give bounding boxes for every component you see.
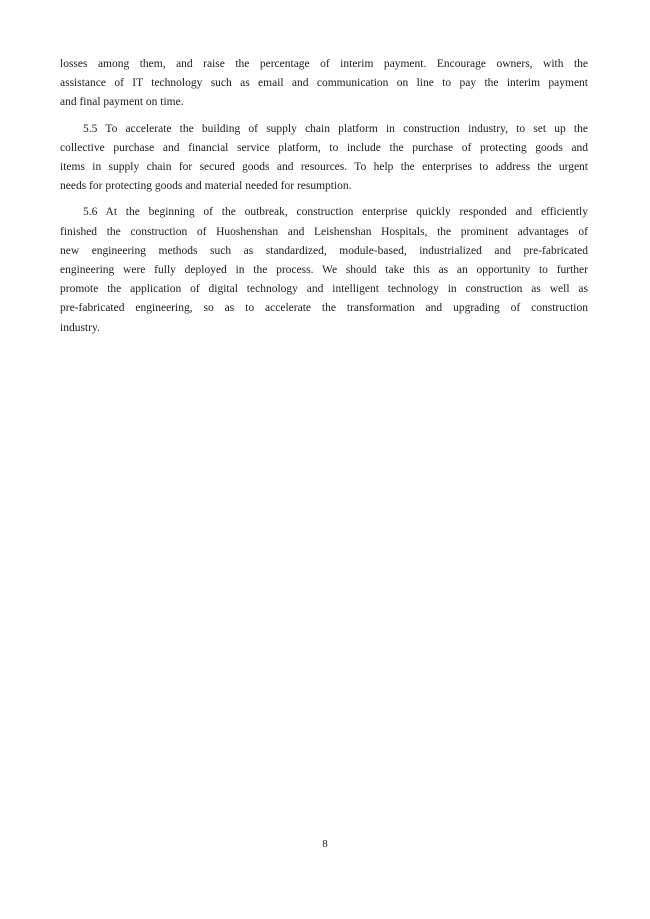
text-line: engineering were fully deployed in the process. We should take this as an opportunity to further [60,264,588,277]
text-line: pre-fabricated engineering, so as to accelerate the transformation and upgrading of construction [60,302,588,315]
text-line: 5.5 To accelerate the building of supply chain platform in construction industry, to set up the [83,122,588,135]
text-line: new engineering methods such as standardized, module-based, industrialized and pre-fabricated [60,244,588,257]
text-line: and final payment on time. [60,96,184,109]
paragraph-5-6 [60,203,588,337]
paragraph-5-5 [60,120,588,197]
text-line: collective purchase and financial service platform, to include the purchase of protecting goods and [60,141,588,154]
text-line: promote the application of digital technology and intelligent technology in construction as well as [60,283,588,296]
text-line: finished the construction of Huoshenshan and Leishenshan Hospitals, the prominent advantages of [60,225,588,238]
text-line: losses among them, and raise the percentage of interim payment. Encourage owners, with the [60,58,588,70]
text-line: items in supply chain for secured goods and resources. To help the enterprises to address the urgent [60,161,588,174]
text-line: 5.6 At the beginning of the outbreak, construction enterprise quickly responded and efficiently [83,206,588,219]
page-number: 8 [322,838,328,850]
paragraph-interim-payment [60,55,588,113]
text-line: needs for protecting goods and material needed for resumption. [60,180,352,193]
document-body [60,55,588,345]
text-line: assistance of IT technology such as email and communication on line to pay the interim payment [60,77,588,90]
text-line: industry. [60,321,100,334]
